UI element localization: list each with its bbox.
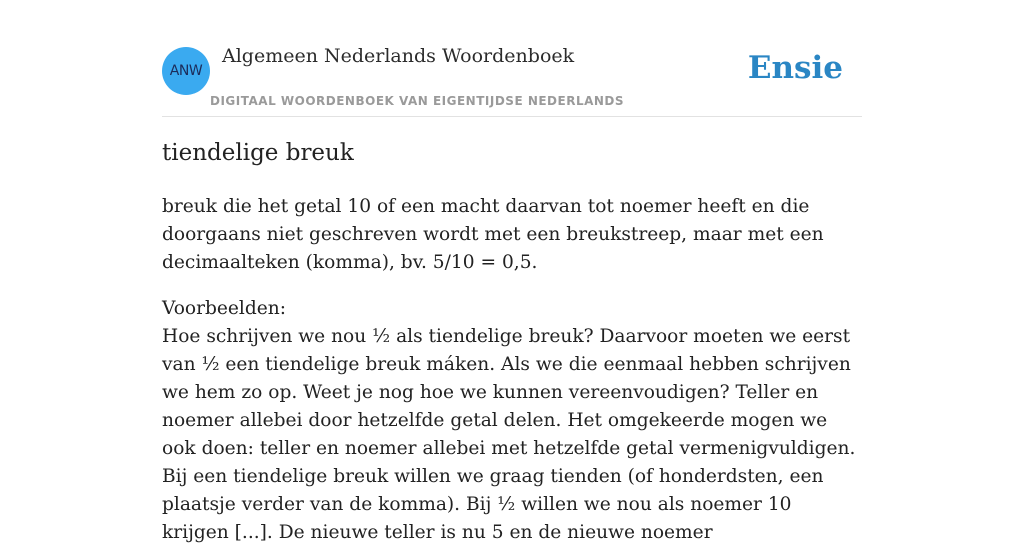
entry-definition: breuk die het getal 10 of een macht daarvan tot noemer heeft en die doorgaans niet geschreven wordt met een breukstreep, maar met een decimaalteken (komma), bv. 5/10 = 0,5. — [162, 196, 824, 273]
site-header — [162, 0, 862, 117]
logo-text: ANW — [169, 63, 203, 79]
site-title[interactable]: Algemeen Nederlands Woordenboek — [222, 45, 575, 67]
site-subtitle: DIGITAAL WOORDENBOEK VAN EIGENTIJDSE NEDERLANDS — [210, 94, 625, 108]
entry-title: tiendelige breuk — [162, 140, 354, 166]
anw-logo[interactable] — [162, 47, 210, 95]
page-container — [162, 0, 862, 543]
examples-text: Hoe schrijven we nou ½ als tiendelige breuk? Daarvoor moeten we eerst van ½ een tiendelige breuk máken. Als we die eenmaal hebben schrijven we hem zo op. Weet je nog hoe we kunnen vereenvoudigen? Teller en noemer allebei door hetzelfde getal delen. Het omgekeerde mogen we ook doen: teller en noemer allebei met hetzelfde getal vermenigvuldigen. Bij een tiendelige breuk willen we graag tienden (of honderdsten, een plaatsje verder van de komma). Bij ½ willen we nou als noemer 10 krijgen [...]. De nieuwe teller is nu 5 en de nieuwe noemer — [162, 326, 856, 543]
entry-examples — [162, 295, 862, 547]
ensie-brand-logo[interactable]: Ensie — [747, 50, 843, 86]
examples-label: Voorbeelden: — [162, 298, 287, 319]
